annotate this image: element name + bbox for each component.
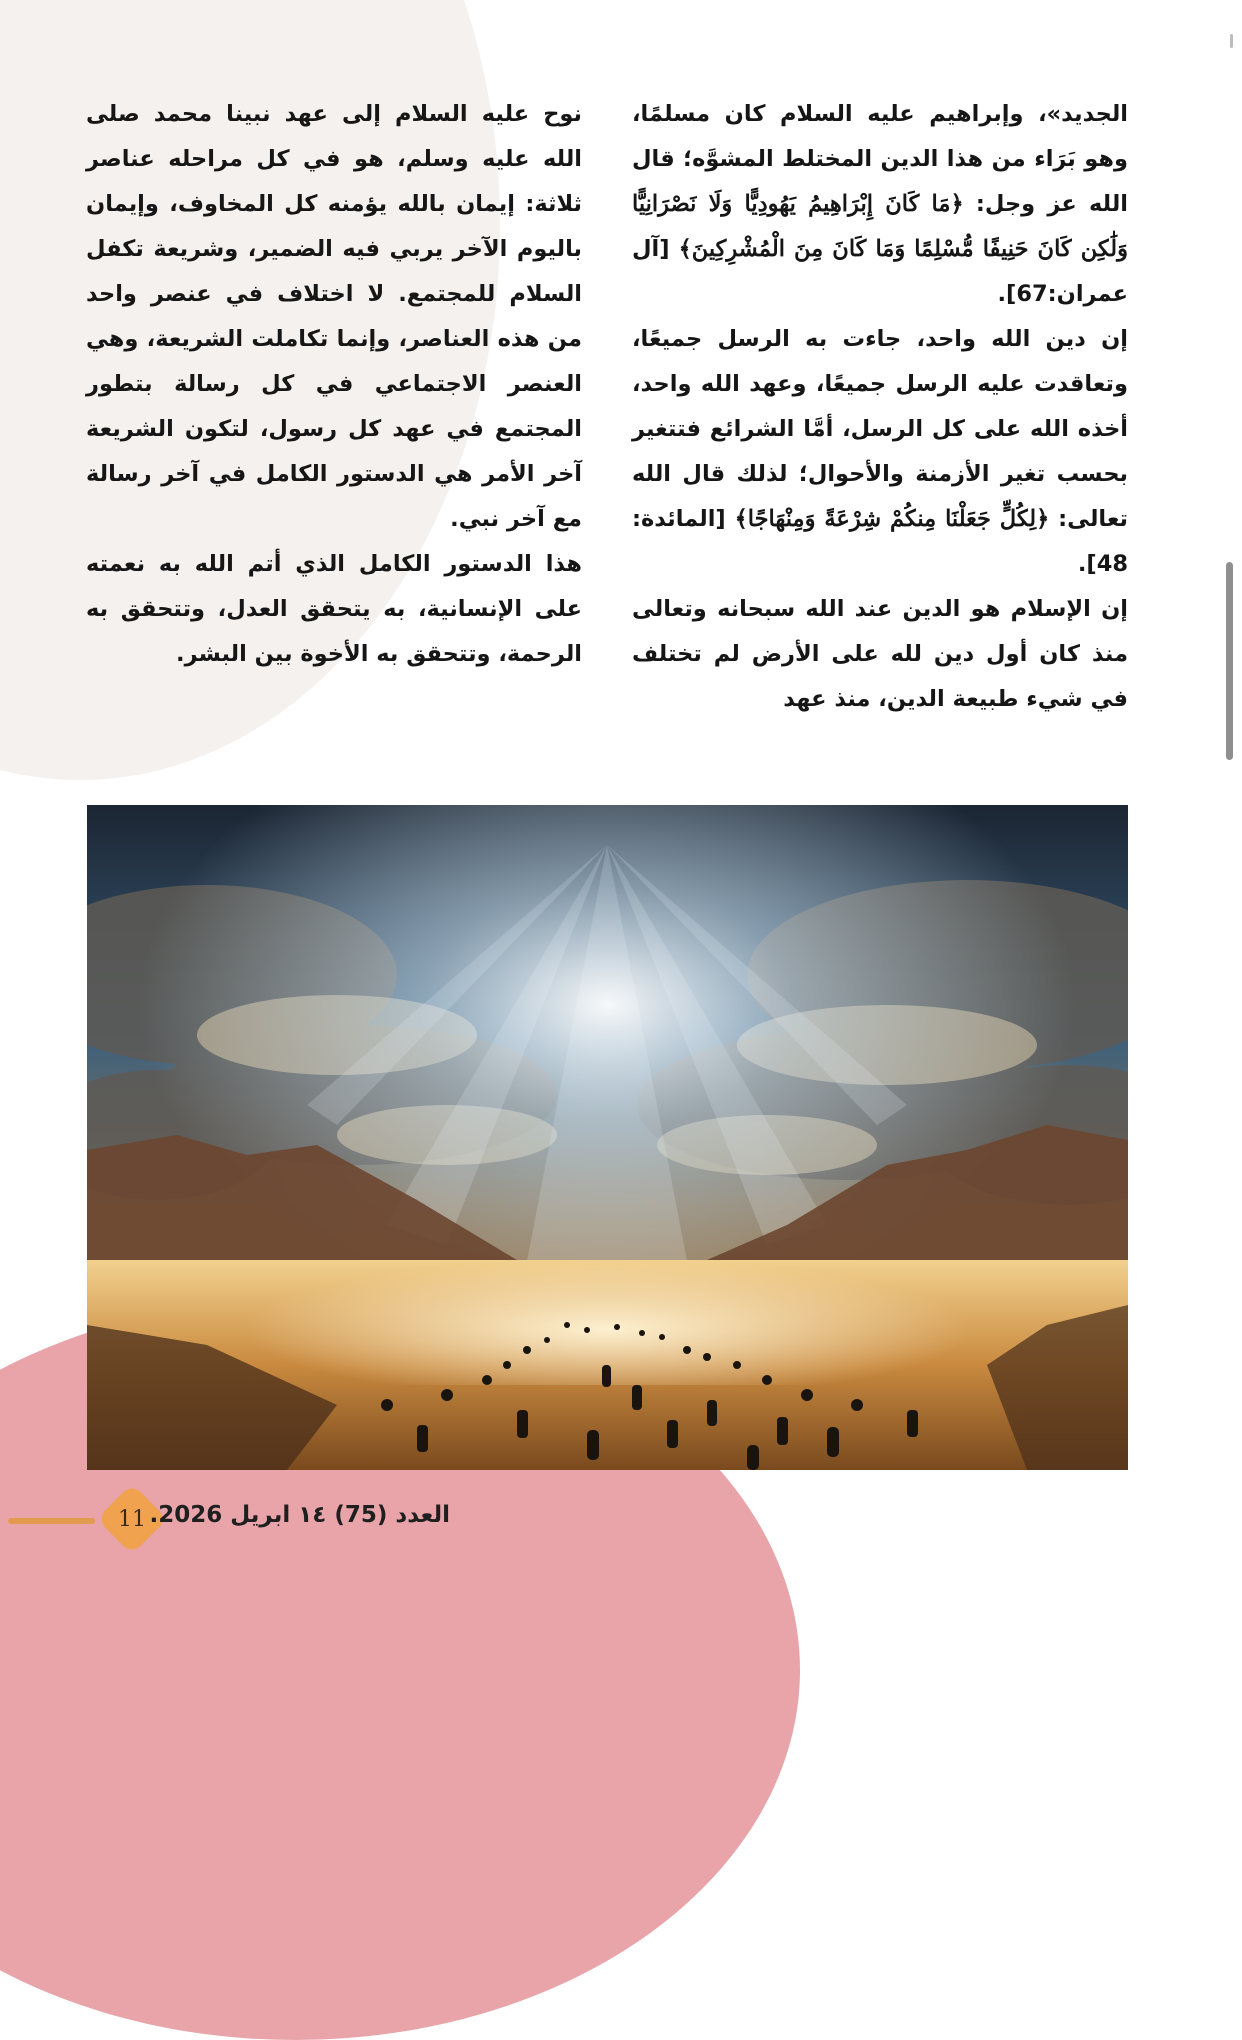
article-column-right [632, 92, 1128, 722]
paragraph: هذا الدستور الكامل الذي أتم الله به نعمته على الإنسانية، به يتحقق العدل، وتتحقق به الرحمة، وتتحقق به الأخوة بين البشر. [86, 551, 582, 667]
illustration-svg [87, 805, 1128, 1470]
page-number: 11 [118, 1506, 146, 1532]
verse-reference: [آل عمران:67]. [632, 236, 1128, 307]
quran-verse: ﴿لِكُلٍّ جَعَلْنَا مِنكُمْ شِرْعَةً وَمِنْهَاجًا﴾ [734, 506, 1050, 532]
scrollbar-thumb[interactable] [1226, 562, 1233, 760]
quran-verse: ﴿مَا كَانَ إِبْرَاهِيمُ يَهُودِيًّا وَلَا نَصْرَانِيًّا وَلَٰكِن كَانَ حَنِيفًا مُّسْلِمًا وَمَا كَانَ مِنَ الْمُشْرِكِينَ﴾ [632, 191, 1128, 262]
paragraph: إن دين الله واحد، جاءت به الرسل جميعًا، وتعاقدت عليه الرسل جميعًا، وعهد الله واحد، أخذه الله على كل الرسل، أمَّا الشرائع فتتغير بحسب تغير الأزمنة والأحوال؛ لذلك قال الله تعالى: ﴿لِكُلٍّ جَعَلْنَا مِنكُمْ شِرْعَةً وَمِنْهَاجًا﴾ [المائدة: 48]. [632, 326, 1128, 577]
article-column-left [86, 92, 582, 677]
verse-reference: [المائدة: 48]. [632, 506, 1128, 577]
footer-accent-line [8, 1518, 95, 1524]
issue-info: العدد (75) ١٤ ابريل 2026. [149, 1502, 450, 1528]
paragraph: الجديد»، وإبراهيم عليه السلام كان مسلمًا، وهو بَرَاء من هذا الدين المختلط المشوَّه؛ قال الله عز وجل: ﴿مَا كَانَ إِبْرَاهِيمُ يَهُودِيًّا وَلَا نَصْرَانِيًّا وَلَٰكِن كَانَ حَنِيفًا مُّسْلِمًا وَمَا كَانَ مِنَ الْمُشْرِكِينَ﴾ [آل عمران:67]. [632, 101, 1128, 307]
paragraph: إن الإسلام هو الدين عند الله سبحانه وتعالى منذ كان أول دين لله على الأرض لم تختلف في شيء طبيعة الدين، منذ عهد [632, 596, 1128, 712]
scroll-indicator [1230, 34, 1233, 48]
scrollbar[interactable] [1224, 0, 1242, 1600]
illustration-desert-light [87, 805, 1128, 1470]
paragraph: نوح عليه السلام إلى عهد نبينا محمد صلى الله عليه وسلم، هو في كل مراحله عناصر ثلاثة: إيمان بالله يؤمنه كل المخاوف، وإيمان باليوم الآخر يربي فيه الضمير، وشريعة تكفل السلام للمجتمع. لا اختلاف في عنصر واحد من هذه العناصر، وإنما تكاملت الشريعة، وهي العنصر الاجتماعي في كل رسالة بتطور المجتمع في عهد كل رسول، لتكون الشريعة آخر الأمر هي الدستور الكامل في آخر رسالة مع آخر نبي. [86, 101, 582, 532]
